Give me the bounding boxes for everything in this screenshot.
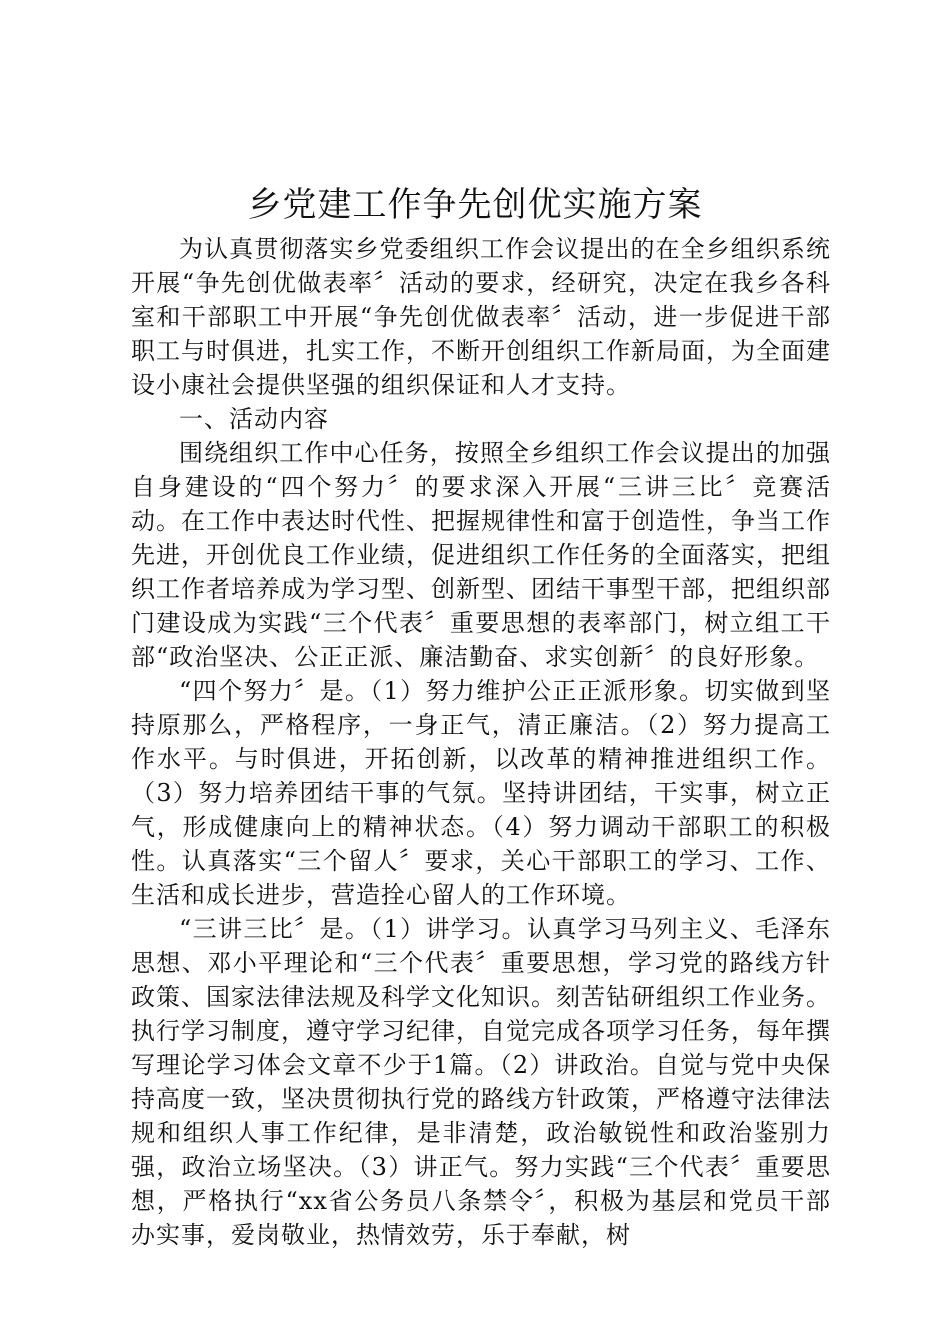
section-heading-activity-content: 一、活动内容	[179, 405, 329, 433]
paragraph-three-talks: “三讲三比〞是。（1）讲学习。认真学习马列主义、毛泽东思想、邓小平理论和“三个代表〞重要思想，学习党的路线方针政策、国家法律法规及科学文化知识。刻苦钻研组织工作业务。执行学习制度，遵守学习纪律，自觉完成各项学习任务，每年撰写理论学习体会文章不少于1篇。（2）讲政治。自觉与党中央保持高度一致，坚决贯彻执行党的路线方针政策，严格遵守法律法规和组织人事工作纪律，是非清楚，政治敏锐性和政治鉴别力强，政治立场坚决。（3）讲正气。努力实践“三个代表〞重要思想，严格执行“xx省公务员八条禁令〞，积极为基层和党员干部办实事，爱岗敬业，热情效劳，乐于奉献，树	[131, 915, 831, 1249]
document-body	[131, 232, 831, 1252]
document-title: 乡党建工作争先创优实施方案	[247, 185, 703, 225]
paragraph-intro: 为认真贯彻落实乡党委组织工作会议提出的在全乡组织系统开展“争先创优做表率〞活动的要求，经研究，决定在我乡各科室和干部职工中开展“争先创优做表率〞活动，进一步促进干部职工与时俱进，扎实工作，不断开创组织工作新局面，为全面建设小康社会提供坚强的组织保证和人才支持。	[131, 235, 831, 399]
paragraph-four-efforts: “四个努力〞是。（1）努力维护公正正派形象。切实做到坚持原那么，严格程序，一身正气，清正廉洁。（2）努力提高工作水平。与时俱进，开拓创新，以改革的精神推进组织工作。（3）努力培养团结干事的气氛。坚持讲团结，干实事，树立正气，形成健康向上的精神状态。（4）努力调动干部职工的积极性。认真落实“三个留人〞要求，关心干部职工的学习、工作、生活和成长进步，营造拴心留人的工作环境。	[131, 677, 831, 909]
paragraph-activity-content: 围绕组织工作中心任务，按照全乡组织工作会议提出的加强自身建设的“四个努力〞的要求深入开展“三讲三比〞竞赛活动。在工作中表达时代性、把握规律性和富于创造性，争当工作先进，开创优良工作业绩，促进组织工作任务的全面落实，把组织工作者培养成为学习型、创新型、团结干事型干部，把组织部门建设成为实践“三个代表〞重要思想的表率部门，树立组工干部“政治坚决、公正正派、廉洁勤奋、求实创新〞的良好形象。	[131, 439, 831, 671]
